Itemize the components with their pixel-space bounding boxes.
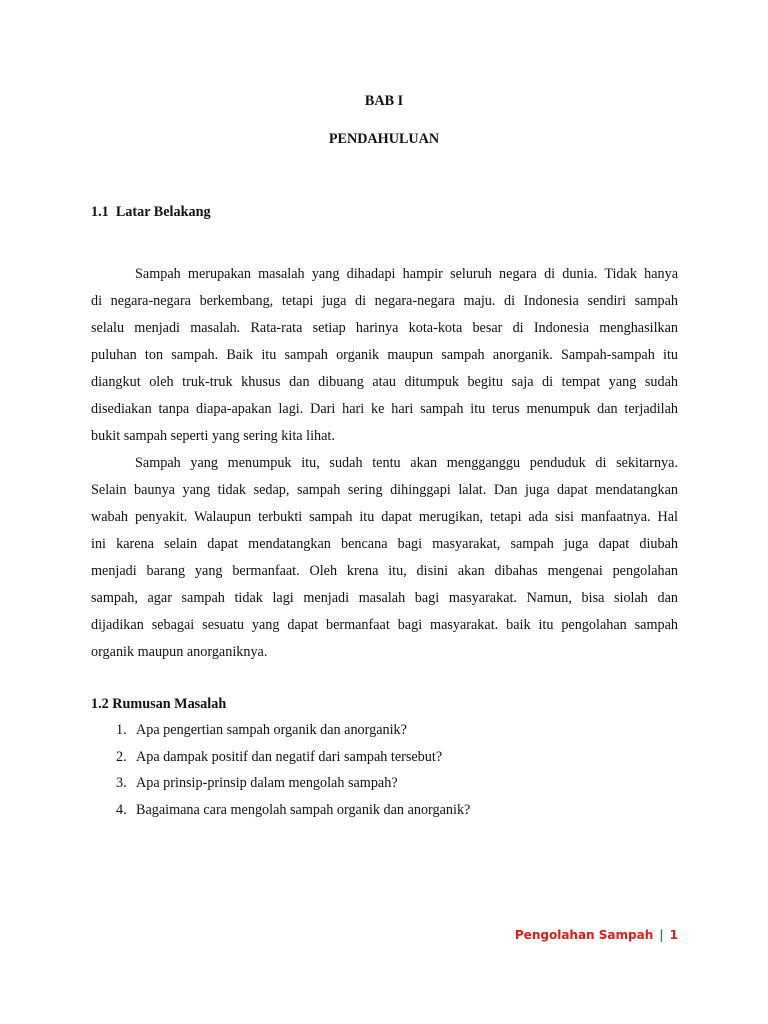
paragraph-line: di negara-negara berkembang, tetapi juga di negara-negara maju. di Indonesia sendiri sampah bbox=[91, 293, 678, 309]
paragraph-line: menjadi barang yang bermanfaat. Oleh krena itu, disini akan dibahas mengenai pengolahan bbox=[91, 563, 678, 579]
paragraph-line: sampah, agar sampah tidak lagi menjadi masalah bagi masyarakat. Namun, bisa siolah dan bbox=[91, 590, 678, 606]
list-text: Bagaimana cara mengolah sampah organik dan anorganik? bbox=[136, 802, 471, 819]
paragraph-line: bukit sampah seperti yang sering kita lihat. bbox=[91, 428, 335, 444]
paragraph-line: Sampah yang menumpuk itu, sudah tentu akan mengganggu penduduk di sekitarnya. bbox=[135, 455, 678, 471]
footer-title: Pengolahan Sampah bbox=[514, 928, 654, 942]
list-text: Apa dampak positif dan negatif dari sampah tersebut? bbox=[136, 748, 443, 765]
list-text: Apa prinsip-prinsip dalam mengolah sampah? bbox=[136, 775, 398, 792]
paragraph-line: disediakan tanpa diapa-apakan lagi. Dari hari ke hari sampah itu terus menumpuk dan terjadilah bbox=[91, 401, 678, 417]
footer-separator: | bbox=[659, 928, 664, 942]
chapter-title: PENDAHULUAN bbox=[328, 131, 440, 147]
list-number: 4. bbox=[116, 802, 127, 819]
paragraph-line: wabah penyakit. Walaupun terbukti sampah itu dapat merugikan, tetapi ada sisi manfaatnya. Hal bbox=[91, 509, 678, 525]
list-text: Apa pengertian sampah organik dan anorganik? bbox=[136, 722, 407, 738]
section-heading-latar-belakang: 1.1 Latar Belakang bbox=[91, 204, 211, 220]
paragraph-line: selalu menjadi masalah. Rata-rata setiap harinya kota-kota besar di Indonesia menghasilkan bbox=[91, 320, 678, 336]
paragraph-line: diangkut oleh truk-truk khusus dan dibuang atau ditumpuk begitu saja di tempat yang sudah bbox=[91, 374, 678, 390]
paragraph-line: ini karena selain dapat mendatangkan bencana bagi masyarakat, sampah juga dapat diubah bbox=[91, 536, 678, 552]
paragraph-line: Sampah merupakan masalah yang dihadapi hampir seluruh negara di dunia. Tidak hanya bbox=[135, 266, 678, 282]
list-number: 3. bbox=[116, 775, 127, 792]
paragraph-line: dijadikan sebagai sesuatu yang dapat bermanfaat bagi masyarakat. baik itu pengolahan sampah bbox=[91, 617, 678, 633]
page-footer bbox=[515, 928, 678, 942]
paragraph-line: Selain baunya yang tidak sedap, sampah sering dihinggapi lalat. Dan juga dapat mendatangkan bbox=[91, 482, 678, 498]
page-number: 1 bbox=[669, 928, 678, 942]
list-number: 1. bbox=[116, 722, 127, 738]
paragraph-line: organik maupun anorganiknya. bbox=[91, 644, 268, 660]
paragraph-line: puluhan ton sampah. Baik itu sampah organik maupun sampah anorganik. Sampah-sampah itu bbox=[91, 347, 678, 363]
section-heading-rumusan-masalah: 1.2 Rumusan Masalah bbox=[91, 696, 227, 712]
chapter-number: BAB I bbox=[364, 93, 404, 109]
list-number: 2. bbox=[116, 748, 127, 765]
